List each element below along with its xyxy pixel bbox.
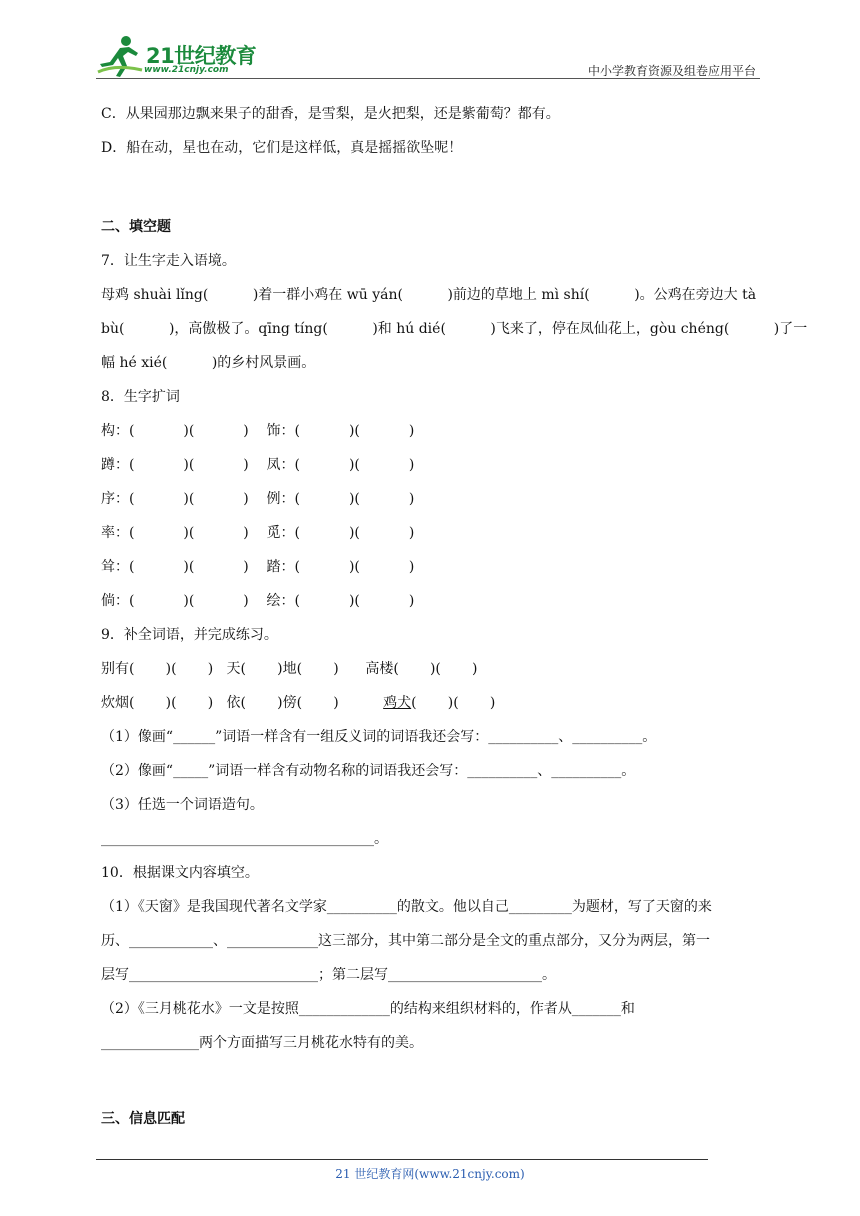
word-row-5: 耸：( )( ) 踏：( )( ) [101, 559, 415, 575]
word-row-2: 蹲：( )( ) 凤：( )( ) [101, 457, 415, 473]
header-divider [96, 78, 760, 79]
question-7: 7．让生字走入语境。 [101, 253, 236, 269]
question-7-line-1: 母鸡 shuài lǐng( )着一群小鸡在 wū yán( )前边的草地上 mì shí( )。公鸡在旁边大 tà [101, 287, 757, 303]
question-10: 10．根据课文内容填空。 [101, 865, 259, 881]
idiom-row-2-part-1: 炊烟( )( ) 依( )傍( ) [101, 695, 384, 711]
question-9-sub-2: （2）像画“_____”词语一样含有动物名称的词语我还会写：__________、__________。 [101, 763, 636, 779]
underlined-word: 鸡犬 [383, 695, 412, 711]
question-9-sub-3: （3）任选一个词语造句。 [101, 797, 264, 813]
footer-divider [96, 1159, 708, 1160]
word-row-4: 率：( )( ) 觅：( )( ) [101, 525, 415, 541]
question-7-line-3: 幅 hé xié( )的乡村风景画。 [101, 355, 316, 371]
page-footer: 21 世纪教育网(www.21cnjy.com) [335, 1167, 525, 1181]
question-10-line-5: ______________两个方面描写三月桃花水特有的美。 [101, 1035, 423, 1051]
question-9-sub-1: （1）像画“______”词语一样含有一组反义词的词语我还会写：__________、__________。 [101, 729, 657, 745]
question-7-line-2: bù( )，高傲极了。qīng tíng( )和 hú dié( )飞来了，停在凤仙花上，gòu chéng( )了一 [101, 321, 808, 337]
runner-logo-icon [96, 34, 144, 78]
idiom-row-2 [101, 693, 495, 713]
word-row-3: 序：( )( ) 例：( )( ) [101, 491, 415, 507]
logo-sub-text: www.21cnjy.com [144, 65, 229, 75]
section-3-heading: 三、信息匹配 [101, 1111, 185, 1127]
word-row-6: 倘：( )( ) 绘：( )( ) [101, 593, 415, 609]
section-2-heading: 二、填空题 [101, 219, 171, 235]
sentence-answer-line: _______________________________________。 [101, 831, 388, 847]
option-d: D．船在动，星也在动，它们是这样低，真是摇摇欲坠呢！ [101, 140, 463, 156]
idiom-row-1: 别有( )( ) 天( )地( ) 高楼( )( ) [101, 661, 478, 677]
question-10-line-2: 历、____________、_____________这三部分，其中第二部分是全文的重点部分，又分为两层，第一 [101, 933, 710, 949]
option-c: C．从果园那边飘来果子的甜香，是雪梨，是火把梨，还是紫葡萄？都有。 [101, 106, 560, 122]
page-header [96, 30, 760, 80]
question-8: 8．生字扩词 [101, 389, 180, 405]
logo-main-text: 21世纪教育 [146, 44, 257, 68]
question-10-line-1: （1）《天窗》是我国现代著名文学家__________的散文。他以自己_________为题材，写了天窗的来 [101, 899, 712, 915]
word-row-1: 构：( )( ) 饰：( )( ) [101, 423, 415, 439]
header-platform-text: 中小学教育资源及组卷应用平台 [587, 64, 756, 78]
question-10-line-4: （2）《三月桃花水》一文是按照_____________的结构来组织材料的，作者从_______和 [101, 1001, 635, 1017]
question-10-line-3: 层写___________________________；第二层写______________________。 [101, 967, 556, 983]
idiom-row-2-part-2: ( )( ) [411, 695, 496, 711]
site-logo [96, 34, 266, 78]
question-9: 9．补全词语，并完成练习。 [101, 627, 278, 643]
